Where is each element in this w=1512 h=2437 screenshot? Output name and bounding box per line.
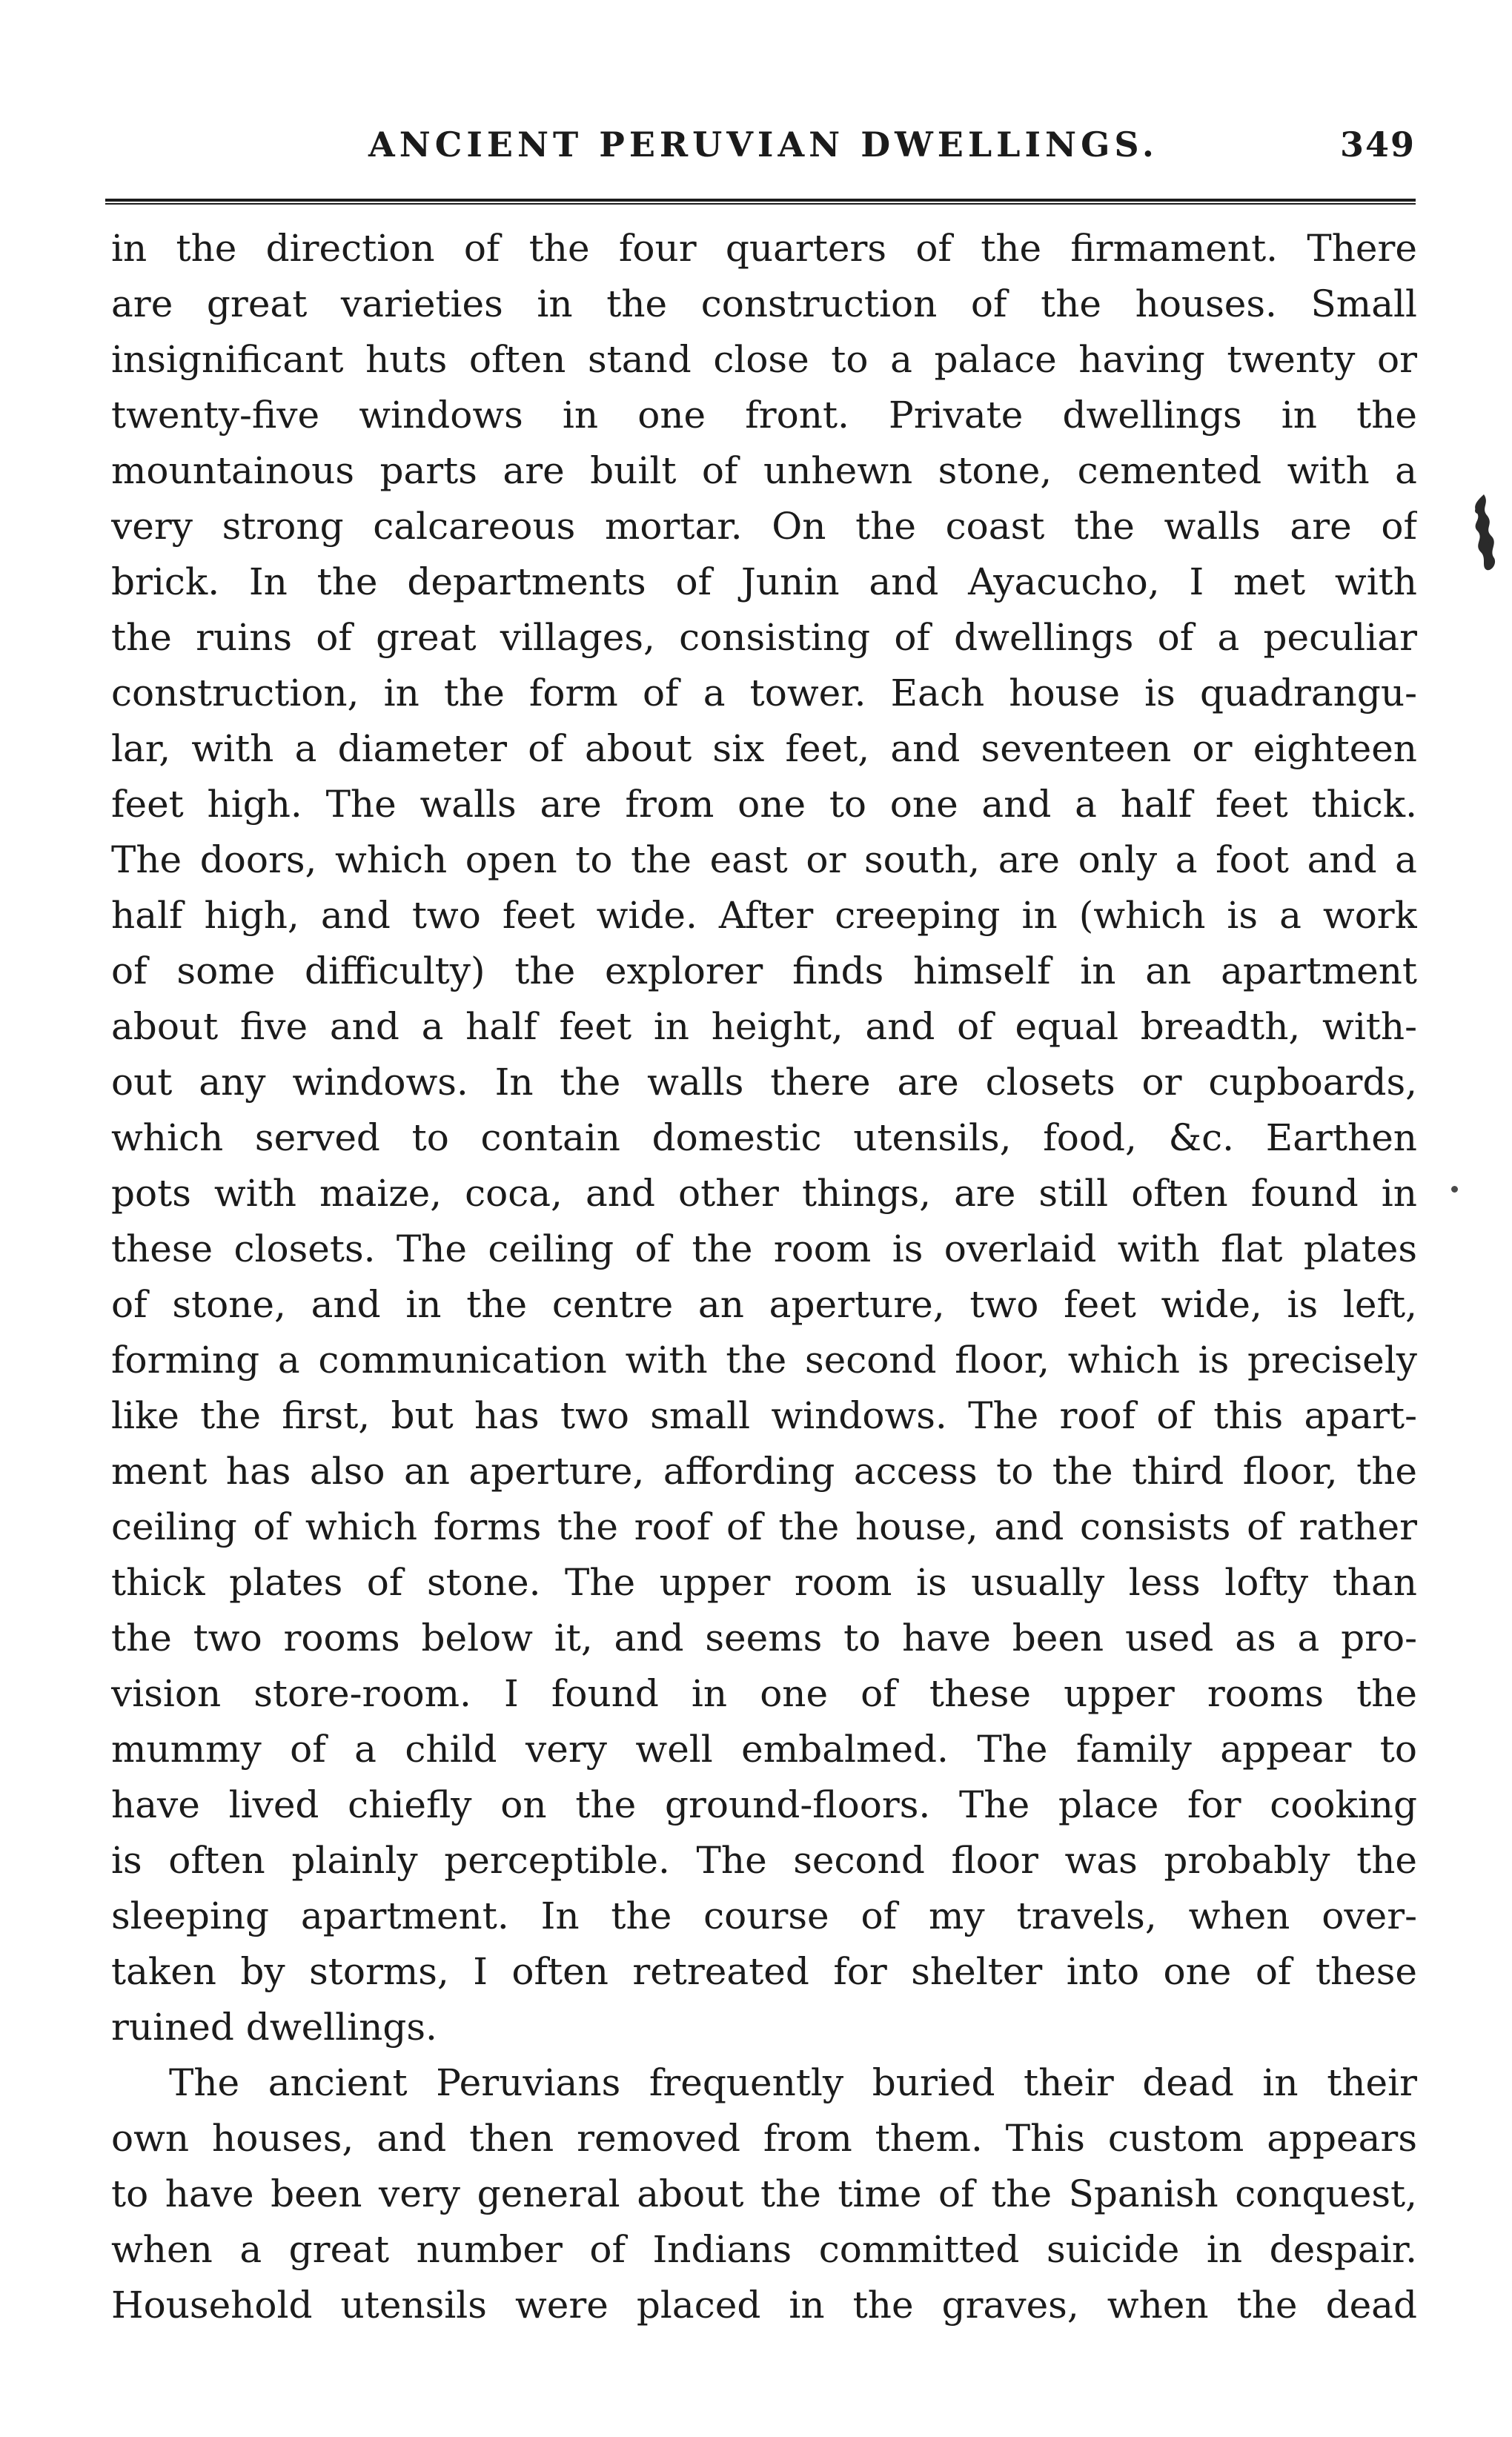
text-line: like the first, but has two small windows. The roof of this apart- [111,1394,1417,1437]
text-line: feet high. The walls are from one to one and a half feet thick. [111,783,1417,826]
page-body [111,221,1417,2333]
text-line: lar, with a diameter of about six feet, and seventeen or eighteen [111,727,1417,770]
text-line: have lived chiefly on the ground-floors. The place for cooking [111,1783,1417,1826]
text-line: thick plates of stone. The upper room is usually less lofty than [111,1561,1417,1604]
header-rule [105,199,1416,205]
text-line: vision store-room. I found in one of these upper rooms the [111,1672,1417,1715]
text-line: about five and a half feet in height, and of equal breadth, with- [111,1005,1417,1048]
text-line: pots with maize, coca, and other things, are still often found in [111,1172,1417,1215]
text-line: very strong calcareous mortar. On the coast the walls are of [111,505,1417,548]
text-line: out any windows. In the walls there are closets or cupboards, [111,1061,1417,1104]
text-line: are great varieties in the construction of the houses. Small [111,282,1417,325]
text-line: mummy of a child very well embalmed. The family appear to [111,1728,1417,1771]
paragraph [111,221,1417,2055]
text-line: these closets. The ceiling of the room is overlaid with flat plates [111,1227,1417,1270]
running-head-title: ANCIENT PERUVIAN DWELLINGS. [368,125,1158,165]
text-line: forming a communication with the second floor, which is precisely [111,1339,1417,1382]
text-line: the two rooms below it, and seems to have been used as a pro- [111,1617,1417,1660]
text-line: of stone, and in the centre an aperture, two feet wide, is left, [111,1283,1417,1326]
text-line: when a great number of Indians committed suicide in despair. [111,2228,1417,2271]
text-line: ruined dwellings. [111,2006,437,2049]
text-line: sleeping apartment. In the course of my travels, when over- [111,1894,1417,1937]
page-number: 349 [1339,125,1416,165]
text-line: half high, and two feet wide. After creeping in (which is a work [111,894,1417,937]
text-line: Household utensils were placed in the graves, when the dead [111,2284,1417,2327]
text-line: in the direction of the four quarters of the firmament. There [111,227,1417,270]
text-line: own houses, and then removed from them. This custom appears [111,2117,1417,2160]
text-line: insignificant huts often stand close to a palace having twenty or [111,338,1417,381]
text-line: the ruins of great villages, consisting of dwellings of a peculiar [111,616,1417,659]
paragraph [111,2055,1417,2333]
text-line: The ancient Peruvians frequently buried their dead in their [169,2061,1417,2104]
text-line: twenty-five windows in one front. Private dwellings in the [111,394,1417,437]
text-line: The doors, which open to the east or south, are only a foot and a [111,838,1417,881]
page-header [111,125,1416,169]
text-line: construction, in the form of a tower. Each house is quadrangu- [111,672,1417,714]
text-line: is often plainly perceptible. The second floor was probably the [111,1839,1417,1882]
ink-blot-mark [1462,493,1500,574]
text-line: which served to contain domestic utensils, food, &c. Earthen [111,1116,1417,1159]
text-line: brick. In the departments of Junin and Ayacucho, I met with [111,560,1417,603]
text-line: ment has also an aperture, affording access to the third floor, the [111,1450,1417,1493]
text-line: taken by storms, I often retreated for shelter into one of these [111,1950,1417,1993]
text-line: ceiling of which forms the roof of the house, and consists of rather [111,1505,1417,1548]
ink-speck-mark [1451,1186,1458,1193]
text-line: of some difficulty) the explorer finds himself in an apartment [111,949,1417,992]
text-line: mountainous parts are built of unhewn stone, cemented with a [111,449,1417,492]
text-line: to have been very general about the time of the Spanish conquest, [111,2172,1417,2215]
